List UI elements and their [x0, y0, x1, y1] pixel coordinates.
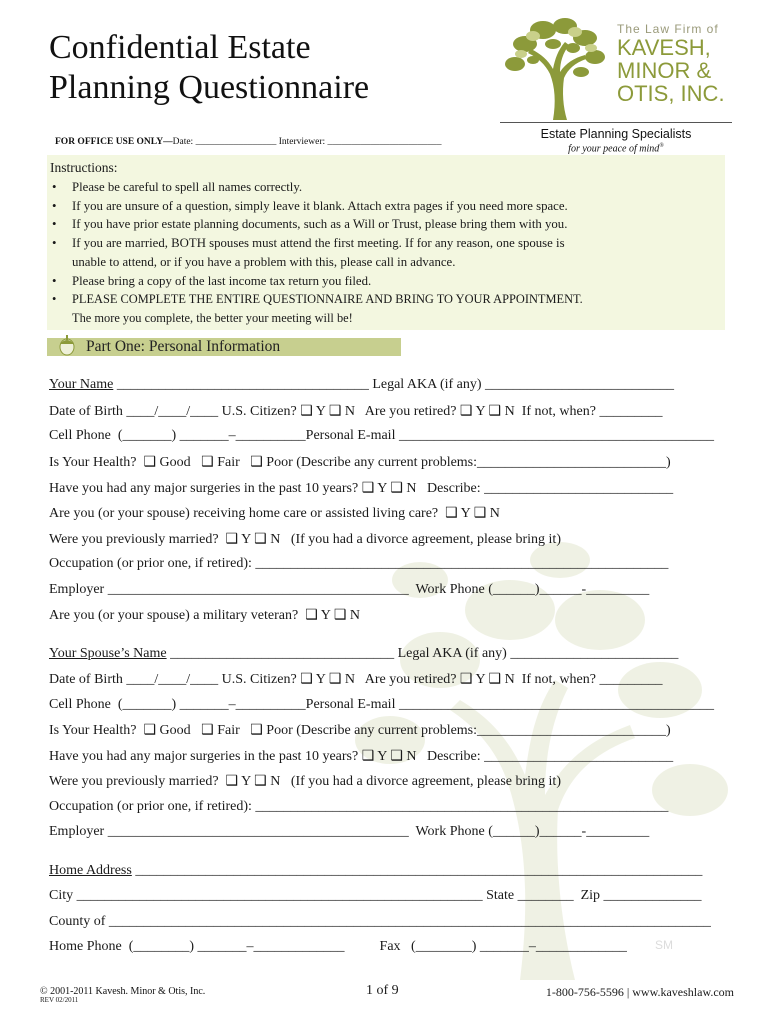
- firm-intro: The Law Firm of: [617, 22, 719, 36]
- health-field[interactable]: Is Your Health? ❑ Good ❑ Fair ❑ Poor (Describe any current problems:___________________________): [49, 455, 671, 470]
- veteran-field[interactable]: Are you (or your spouse) a military veteran? ❑ Y ❑ N: [49, 608, 360, 623]
- list-item: • Please be careful to spell all names correctly.: [52, 180, 303, 194]
- spouse-surgery-field[interactable]: Have you had any major surgeries in the past 10 years? ❑ Y ❑ N Describe: ___________________________: [49, 749, 674, 764]
- document-title: [49, 28, 369, 108]
- employer-field[interactable]: Employer ___________________________________________ Work Phone (______)______-_________: [49, 582, 650, 597]
- home-phone-fax-field[interactable]: Home Phone (________) _______–_____________ Fax (________) _______–_____________: [49, 939, 627, 954]
- date-of-birth-field[interactable]: Date of Birth ____/____/____ U.S. Citizen? ❑ Y ❑ N Are you retired? ❑ Y ❑ N If not, when? _________: [49, 404, 663, 419]
- home-care-field[interactable]: Are you (or your spouse) receiving home care or assisted living care? ❑ Y ❑ N: [49, 506, 500, 521]
- office-use-line: [55, 137, 442, 147]
- spouse-previously-married-field[interactable]: Were you previously married? ❑ Y ❑ N (If you had a divorce agreement, please bring it): [49, 774, 561, 789]
- tree-logo-icon: [503, 12, 613, 122]
- list-item: • If you have prior estate planning documents, such as a Will or Trust, please bring them with you.: [52, 217, 568, 232]
- footer-copyright: © 2001-2011 Kavesh. Minor & Otis, Inc.: [40, 986, 206, 997]
- spouse-health-field[interactable]: Is Your Health? ❑ Good ❑ Fair ❑ Poor (Describe any current problems:___________________________): [49, 723, 671, 738]
- spouse-occupation-field[interactable]: Occupation (or prior one, if retired): ___________________________________________________________: [49, 799, 669, 814]
- title-line-1: Confidential Estate: [49, 29, 311, 66]
- firm-tagline: [500, 143, 732, 154]
- list-item: • If you are married, BOTH spouses must attend the first meeting. If for any reason, one spouse is unable to attend, or if you have a problem with this, please call in advance.: [52, 236, 565, 269]
- page-number: 1 of 9: [366, 983, 399, 998]
- tagline-text: for your peace of mind: [568, 143, 660, 155]
- firm-specialists: Estate Planning Specialists: [540, 127, 692, 141]
- footer-revision: REV 02/2011: [40, 996, 79, 1004]
- instructions-closing: The more you complete, the better your meeting will be!: [72, 310, 353, 325]
- service-mark: SM: [655, 938, 673, 952]
- instructions-title: Instructions:: [50, 160, 118, 175]
- cell-phone-field[interactable]: Cell Phone (_______) _______–__________Personal E-mail _____________________________________________: [49, 428, 714, 443]
- title-line-2: Planning Questionnaire: [49, 69, 370, 106]
- footer-contact: 1-800-756-5596 | www.kaveshlaw.com: [545, 985, 734, 999]
- occupation-field[interactable]: Occupation (or prior one, if retired): ___________________________________________________________: [49, 556, 669, 571]
- surgery-field[interactable]: Have you had any major surgeries in the past 10 years? ❑ Y ❑ N Describe: ___________________________: [49, 481, 674, 496]
- spouse-name-field[interactable]: Your Spouse’s Name ________________________________ Legal AKA (if any) ________________________: [49, 646, 679, 661]
- acorn-icon: [57, 334, 77, 356]
- firm-name-line-1: KAVESH,: [617, 35, 711, 60]
- list-item: • If you are unsure of a question, simply leave it blank. Attach extra pages if you need more space.: [52, 198, 568, 213]
- firm-name-line-3: OTIS, INC.: [617, 81, 725, 106]
- spouse-employer-field[interactable]: Employer ___________________________________________ Work Phone (______)______-_________: [49, 824, 650, 839]
- city-state-zip-field[interactable]: City __________________________________________________________ State ________ Zip ______________: [49, 888, 702, 903]
- county-field[interactable]: County of ______________________________________________________________________________________: [49, 914, 711, 929]
- previously-married-field[interactable]: Were you previously married? ❑ Y ❑ N (If you had a divorce agreement, please bring it): [49, 532, 561, 547]
- tagline-mark: ®: [659, 143, 664, 149]
- section-title: Part One: Personal Information: [86, 338, 281, 355]
- home-address-field[interactable]: Home Address _________________________________________________________________________________: [49, 863, 703, 878]
- list-item: • PLEASE COMPLETE THE ENTIRE QUESTIONNAIRE AND BRING TO YOUR APPOINTMENT. The more you complete, the better your meeting will be!: [52, 292, 583, 325]
- spouse-cell-phone-field[interactable]: Cell Phone (_______) _______–__________Personal E-mail _____________________________________________: [49, 697, 714, 712]
- office-use-label: FOR OFFICE USE ONLY—: [55, 137, 173, 147]
- firm-divider: [500, 122, 732, 123]
- firm-name-line-2: MINOR &: [617, 58, 712, 83]
- firm-name: [617, 36, 725, 105]
- spouse-date-of-birth-field[interactable]: Date of Birth ____/____/____ U.S. Citizen? ❑ Y ❑ N Are you retired? ❑ Y ❑ N If not, when? _________: [49, 672, 663, 687]
- your-name-field[interactable]: Your Name ____________________________________ Legal AKA (if any) ___________________________: [49, 377, 675, 392]
- office-use-fields[interactable]: Date: _________________ Interviewer: ________________________: [172, 137, 442, 147]
- list-item: • Please bring a copy of the last income tax return you filed.: [52, 273, 372, 288]
- instructions-list: [50, 178, 720, 328]
